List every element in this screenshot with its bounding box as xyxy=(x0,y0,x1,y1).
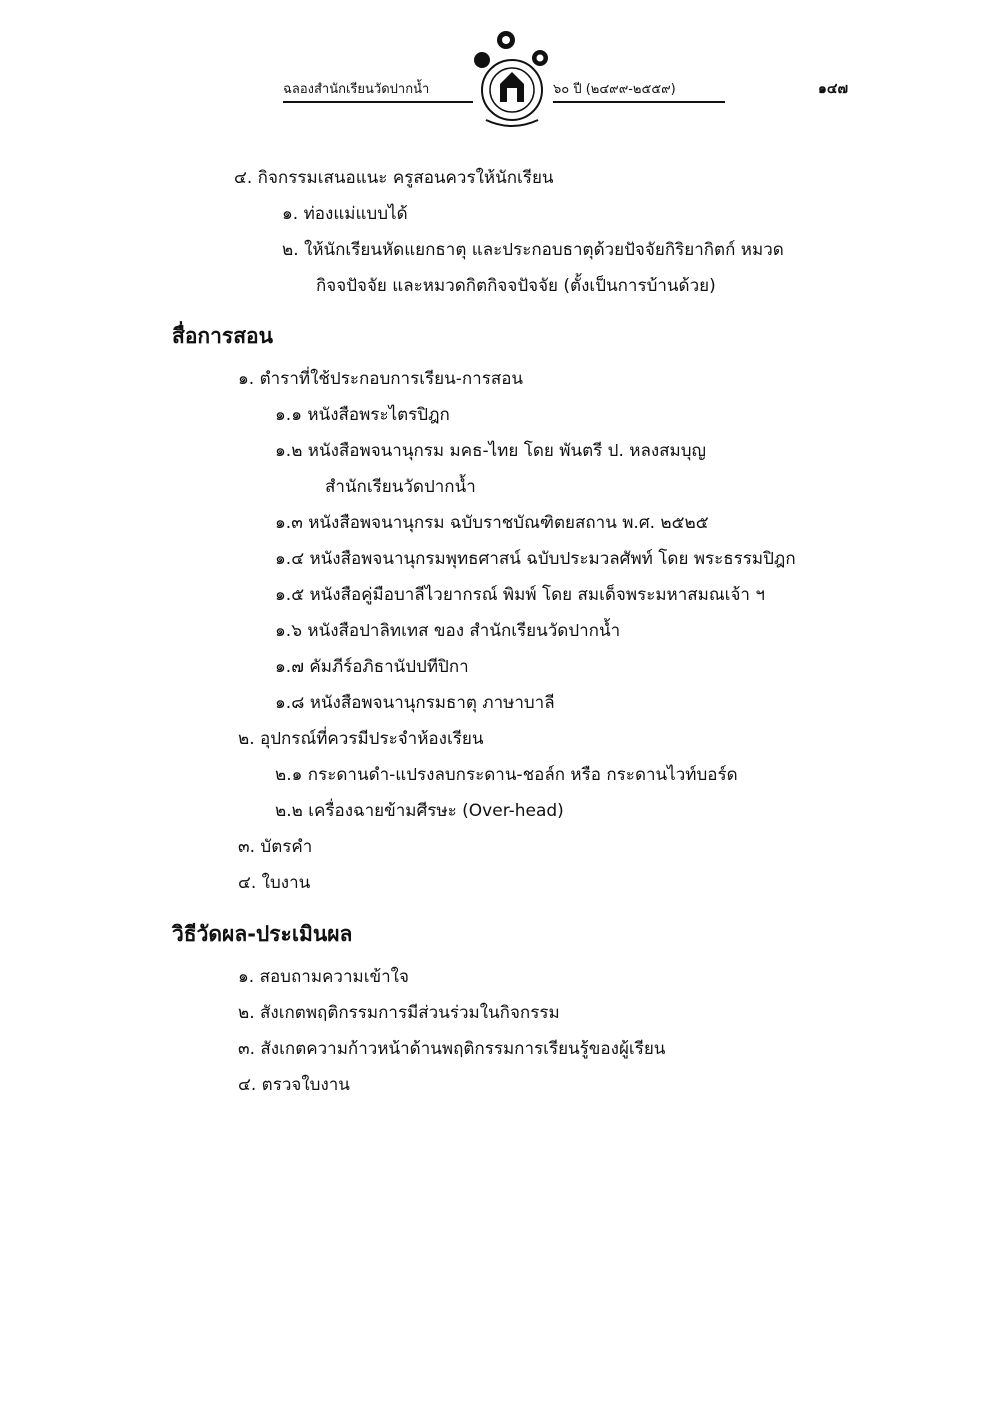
evaluation-item: ๒. สังเกตพฤติกรรมการมีส่วนร่วมในกิจกรรม xyxy=(238,1003,560,1023)
media-group-worksheets: ๔. ใบงาน xyxy=(238,873,311,893)
activity-item: ๒. ให้นักเรียนหัดแยกธาตุ และประกอบธาตุด้วยปัจจัยกิริยากิตก์ หมวด xyxy=(282,240,784,260)
media-textbook-item: ๑.๗ คัมภีร์อภิธานัปปทีปิกา xyxy=(275,657,469,677)
activity-item: ๑. ท่องแม่แบบได้ xyxy=(282,204,408,224)
media-textbook-item: ๑.๕ หนังสือคู่มือบาลีไวยากรณ์ พิมพ์ โดย สมเด็จพระมหาสมณเจ้า ฯ xyxy=(275,585,765,605)
page-number: ๑๔๗ xyxy=(818,81,849,97)
media-textbook-item: ๑.๒ หนังสือพจนานุกรม มคธ-ไทย โดย พันตรี ป. หลงสมบุญ xyxy=(275,441,707,461)
activity-title: ๔. กิจกรรมเสนอแนะ ครูสอนควรให้นักเรียน xyxy=(234,168,554,188)
evaluation-item: ๔. ตรวจใบงาน xyxy=(238,1075,350,1095)
evaluation-item: ๓. สังเกตความก้าวหน้าด้านพฤติกรรมการเรียนรู้ของผู้เรียน xyxy=(238,1039,666,1059)
media-equipment-item: ๒.๒ เครื่องฉายข้ามศีรษะ (Over-head) xyxy=(275,801,564,821)
media-textbook-item: ๑.๖ หนังสือปาลิทเทส ของ สำนักเรียนวัดปากน้ำ xyxy=(275,621,621,641)
evaluation-heading: วิธีวัดผล-ประเมินผล xyxy=(172,922,353,946)
activity-item-continuation: กิจจปัจจัย และหมวดกิตกิจจปัจจัย (ตั้งเป็นการบ้านด้วย) xyxy=(316,276,716,296)
media-textbook-item: ๑.๘ หนังสือพจนานุกรมธาตุ ภาษาบาลี xyxy=(275,693,555,713)
media-group-word-cards: ๓. บัตรคำ xyxy=(238,837,313,857)
evaluation-item: ๑. สอบถามความเข้าใจ xyxy=(238,967,409,987)
header-left-text: ฉลองสำนักเรียนวัดปากน้ำ xyxy=(283,78,473,103)
media-group-textbooks: ๑. ตำราที่ใช้ประกอบการเรียน-การสอน xyxy=(238,369,524,389)
media-heading: สื่อการสอน xyxy=(172,324,274,348)
media-group-equipment: ๒. อุปกรณ์ที่ควรมีประจำห้องเรียน xyxy=(238,729,484,749)
media-textbook-item: ๑.๔ หนังสือพจนานุกรมพุทธศาสน์ ฉบับประมวลศัพท์ โดย พระธรรมปิฎก xyxy=(275,549,796,569)
media-textbook-item-continuation: สำนักเรียนวัดปากน้ำ xyxy=(325,477,476,497)
temple-seal-logo xyxy=(470,28,558,132)
media-textbook-item: ๑.๓ หนังสือพจนานุกรม ฉบับราชบัณฑิตยสถาน พ.ศ. ๒๕๒๕ xyxy=(275,513,709,533)
header-right-text: ๖๐ ปี (๒๔๙๙-๒๕๕๙) xyxy=(553,78,725,103)
media-textbook-item: ๑.๑ หนังสือพระไตรปิฎก xyxy=(275,405,450,425)
page-header xyxy=(0,28,1000,138)
media-equipment-item: ๒.๑ กระดานดำ-แปรงลบกระดาน-ชอล์ก หรือ กระดานไวท์บอร์ด xyxy=(275,765,738,785)
